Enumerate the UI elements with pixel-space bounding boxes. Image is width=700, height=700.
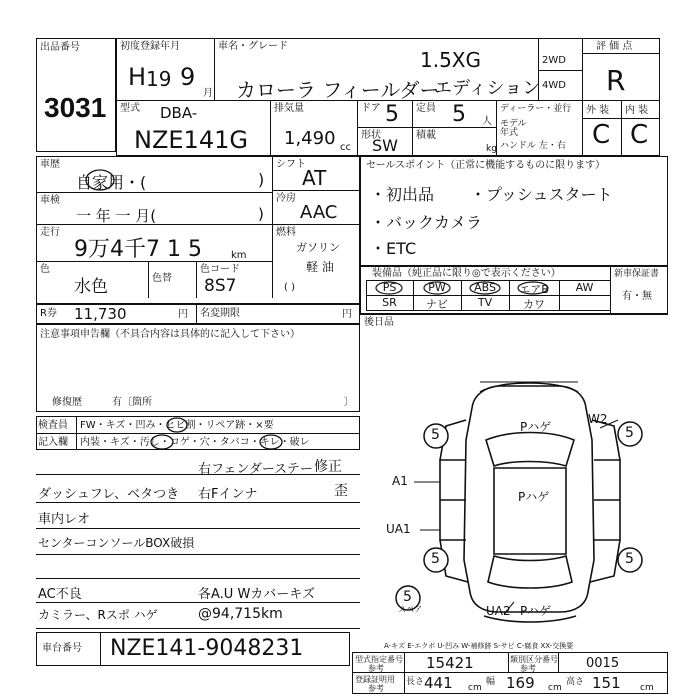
type-cert-value: 15421 — [426, 654, 474, 672]
model-label: 型式 — [120, 103, 140, 114]
mark-rear: Pハゲ — [520, 604, 552, 618]
reg-month: 9 — [180, 63, 196, 91]
equip-aw: AW — [575, 281, 594, 294]
model-prefix: DBA- — [160, 104, 198, 122]
exterior-label: 外 装 — [586, 105, 610, 116]
equip-tv: TV — [477, 296, 493, 309]
shape-value: SW — [372, 136, 398, 155]
sales-points-label: セールスポイント（正常に機能するものに限ります） — [366, 160, 606, 171]
capacity-unit: 人 — [482, 116, 492, 127]
sales-point-1: ・初出品 — [370, 185, 435, 204]
inspection-close: ) — [258, 205, 264, 223]
chassis-number: NZE141-9048231 — [110, 636, 304, 661]
width-unit: cm — [548, 683, 562, 693]
equipment-label: 装備品（純正品に限り◎で表示ください） — [372, 268, 561, 279]
lot-label: 出品番号 — [40, 42, 80, 53]
model-code: NZE141G — [134, 126, 248, 154]
equip-navi: ナビ — [426, 298, 448, 311]
remark-line-3: センターコンソールBOX破損 — [38, 536, 195, 550]
fuel-other: ( ) — [284, 282, 295, 293]
displacement-unit: cc — [340, 142, 351, 153]
width-value: 169 — [506, 674, 535, 692]
history-value: 自家用・( — [76, 173, 147, 192]
sales-point-3: ・バックカメラ — [370, 213, 483, 232]
tire-rear-right: 5 — [625, 551, 634, 567]
history-label: 車歴 — [40, 159, 60, 170]
reg-year-label: 初度登録年月 — [120, 41, 180, 52]
score-value: R — [606, 64, 626, 97]
reg-year: 19 — [146, 67, 172, 91]
ac-label: 冷房 — [276, 193, 296, 204]
class-sub: 参考 — [520, 664, 536, 673]
inspection-label: 車検 — [40, 195, 60, 206]
tire-spare: 5 — [403, 589, 412, 605]
mark-w2: W2 — [588, 412, 608, 426]
mark-ua1: UA1 — [386, 522, 411, 536]
width-label: 幅 — [486, 677, 496, 687]
drive-4wd: 4WD — [542, 80, 566, 91]
recycle-label: R券 — [40, 308, 57, 319]
remark-line-2: 車内レオ — [38, 512, 91, 527]
spare-label: スペア — [398, 605, 422, 614]
mark-roof-center: Pハゲ — [518, 490, 550, 504]
mark-a1: A1 — [392, 474, 408, 488]
grade-line-2: エディション — [434, 78, 541, 99]
color-code-value: 8S7 — [204, 276, 237, 296]
color-label: 色 — [40, 264, 50, 275]
remark-right-3: 各A.U Wカバーキズ — [198, 587, 316, 602]
entry-label: 記入欄 — [38, 437, 68, 448]
color-code-label: 色コード — [200, 264, 240, 275]
capacity-label: 定員 — [416, 103, 436, 114]
equip-sr: SR — [382, 296, 397, 309]
class-value: 0015 — [586, 656, 620, 671]
history-close: ) — [258, 170, 265, 189]
repair-history-close: 〕 — [344, 397, 354, 408]
score-label: 評 価 点 — [596, 41, 633, 52]
model-year-label: モデル年式 — [500, 119, 527, 138]
grade-line-1: 1.5XG — [420, 48, 482, 72]
tire-rear-left: 5 — [431, 551, 440, 567]
mark-ua2: UA2 — [486, 604, 511, 618]
remark-line-5: カミラー、Rスポ ハゲ — [38, 608, 158, 622]
lot-number: 3031 — [44, 92, 107, 123]
drive-2wd: 2WD — [542, 55, 566, 66]
load-label: 積載 — [416, 130, 436, 141]
entry-row: 内装・キズ・汚し・コゲ・穴・タバコ・キレ・破レ — [80, 437, 310, 448]
car-name-label: 車名・グレード — [218, 41, 288, 52]
sales-point-2: ・プッシュスタート — [470, 185, 613, 204]
mileage-label: 走行 — [40, 227, 60, 238]
class-label: 類別区分番号 — [510, 655, 558, 664]
shift-value: AT — [302, 166, 327, 190]
equip-leather: カワ — [523, 298, 545, 311]
color-value: 水色 — [74, 277, 108, 297]
fuel-gasoline: ガソリン — [296, 241, 340, 254]
dealer-label: ディーラー・並行 — [500, 104, 572, 114]
reg-month-unit: 月 — [203, 88, 213, 99]
inspection-value: 一 年 一 月( — [76, 207, 157, 225]
exterior-score: C — [592, 120, 611, 150]
sales-point-4: ・ETC — [370, 239, 417, 258]
length-label: 長さ — [406, 677, 425, 687]
color-change-label: 色替 — [152, 273, 172, 284]
load-unit: kg — [486, 144, 497, 154]
displacement-label: 排気量 — [274, 103, 304, 114]
caution-label: 注意事項申告欄（不具合内容は具体的に記入して下さい） — [40, 329, 300, 340]
type-cert-sub: 参考 — [368, 664, 384, 673]
height-value: 151 — [592, 674, 621, 692]
height-label: 高さ — [566, 677, 585, 687]
reg-cert-sub: 参考 — [368, 684, 384, 693]
remark-mark-repair: 修正 — [314, 459, 342, 475]
remark-right-1: 右フェンダーステー — [198, 462, 313, 477]
type-cert-label: 型式指定番号 — [355, 655, 403, 664]
equip-airbag: エアB — [519, 283, 549, 296]
mileage-value: 9万4千7 1 5 — [74, 237, 202, 262]
car-name: カローラ フィールダー — [236, 78, 440, 102]
repair-history-value: 有〔箇所 — [112, 397, 152, 408]
length-value: 441 — [424, 674, 453, 692]
mileage-unit: km — [231, 250, 247, 261]
interior-label: 内 装 — [625, 105, 649, 116]
remark-mark-distort: 歪 — [334, 483, 348, 499]
inspector-row: FW・キズ・凹み・ヒビ割・リペア跡・×要 — [80, 420, 274, 431]
name-change-label: 名変期限 — [200, 308, 240, 319]
remark-right-2: 右Fインナ — [198, 487, 258, 502]
height-unit: cm — [640, 683, 654, 693]
doors-label: ドア — [361, 103, 381, 114]
fuel-diesel: 軽 油 — [306, 260, 334, 274]
repair-history-label: 修復歴 — [52, 397, 82, 408]
equip-abs: ABS — [474, 281, 496, 294]
reg-era: H — [128, 63, 147, 91]
interior-score: C — [630, 120, 649, 150]
length-unit: cm — [468, 683, 482, 693]
later-items-label: 後日品 — [364, 317, 394, 328]
inspector-label: 検査員 — [38, 420, 68, 431]
tire-front-left: 5 — [431, 427, 440, 443]
chassis-label: 車台番号 — [42, 643, 82, 654]
handle-label: ハンドル 左・右 — [500, 141, 566, 151]
new-car-warranty-label: 新車保証書 — [614, 269, 660, 279]
equip-ps: PS — [382, 281, 397, 294]
reg-cert-label: 登録証明用 — [355, 675, 395, 684]
name-change-unit: 円 — [342, 309, 352, 320]
fuel-label: 燃料 — [276, 227, 296, 238]
ac-value: AAC — [300, 202, 338, 223]
shape-label: 形状 — [361, 130, 381, 141]
damage-legend: A-キズ E-エクボ U-凹み W-補修跡 S-サビ C-腐食 XX-交換要 — [384, 642, 574, 650]
recycle-value: 11,730 — [74, 305, 127, 323]
displacement-value: 1,490 — [284, 128, 336, 149]
mark-roof-front: Pハゲ — [520, 420, 552, 434]
remark-right-4: @94,715km — [198, 606, 283, 622]
capacity-value: 5 — [452, 102, 466, 127]
remark-line-4: AC不良 — [38, 587, 82, 602]
remark-line-1: ダッシュフレ、ベタつき — [38, 487, 180, 502]
equip-pw: PW — [428, 281, 446, 294]
new-car-warranty-value: 有・無 — [622, 291, 652, 302]
tire-front-right: 5 — [625, 425, 634, 441]
doors-value: 5 — [385, 102, 399, 127]
shift-label: シフト — [276, 159, 306, 170]
recycle-unit: 円 — [178, 309, 188, 320]
